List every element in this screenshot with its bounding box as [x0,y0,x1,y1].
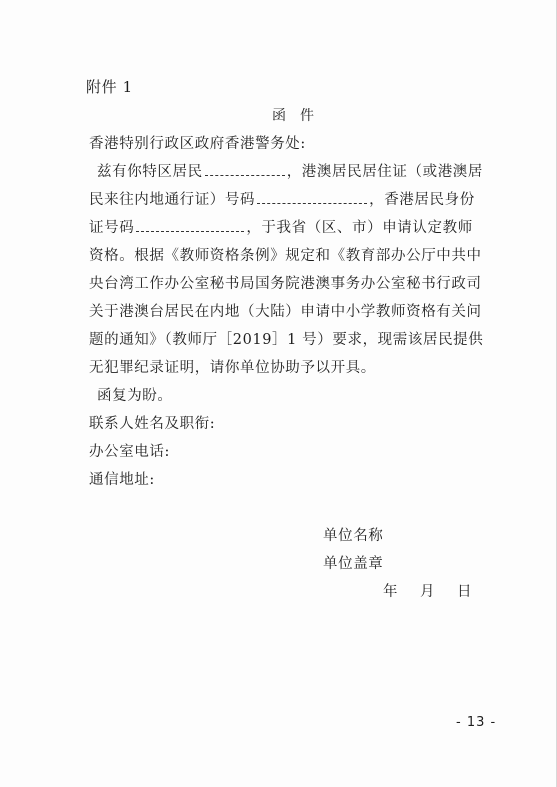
attachment-label: 附件 1 [86,78,133,96]
document-title: 函件 [272,108,328,124]
date-label: 年 月 日 [383,584,476,600]
paragraph-text: ，港澳居民居住证（或港澳居 [286,164,484,180]
unit-seal-label: 单位盖章 [323,556,384,572]
postal-address-label: 通信地址: [89,472,155,488]
paragraph-line-5: 央台湾工作办公室秘书局国务院港澳事务办公室秘书行政司 [89,276,482,292]
paragraph-line-1 [97,162,499,182]
page-number: - 13 - [456,715,497,730]
paragraph-text: 证号码 [89,220,135,236]
resident-name-blank[interactable] [205,162,285,176]
addressee: 香港特别行政区政府香港警务处: [89,136,306,152]
unit-name-label: 单位名称 [323,528,384,544]
paragraph-text: ，香港居民身份 [369,192,475,208]
office-phone-label: 办公室电话: [89,444,170,460]
contact-name-label: 联系人姓名及职衔: [89,416,216,432]
paragraph-line-2 [89,190,491,210]
paragraph-text: 民来往内地通行证）号码 [89,192,256,208]
paragraph-text: 兹有你特区居民 [97,164,203,180]
paragraph-line-8: 无犯罪纪录证明，请你单位协助予以开具。 [89,360,376,376]
paragraph-line-4: 资格。根据《教师资格条例》规定和《教育部办公厅中共中 [89,248,482,264]
paragraph-text: ，于我省（区、市）申请认定教师 [246,220,473,236]
paragraph-line-6: 关于港澳台居民在内地（大陆）申请中小学教师资格有关问 [89,304,482,320]
id-number-blank[interactable] [136,218,244,232]
paragraph-line-7: 题的通知》（教师厅［2019］1 号）要求，现需该居民提供 [89,332,484,348]
permit-number-blank[interactable] [257,190,367,204]
closing-line: 函复为盼。 [97,388,173,404]
paragraph-line-3 [89,218,491,238]
